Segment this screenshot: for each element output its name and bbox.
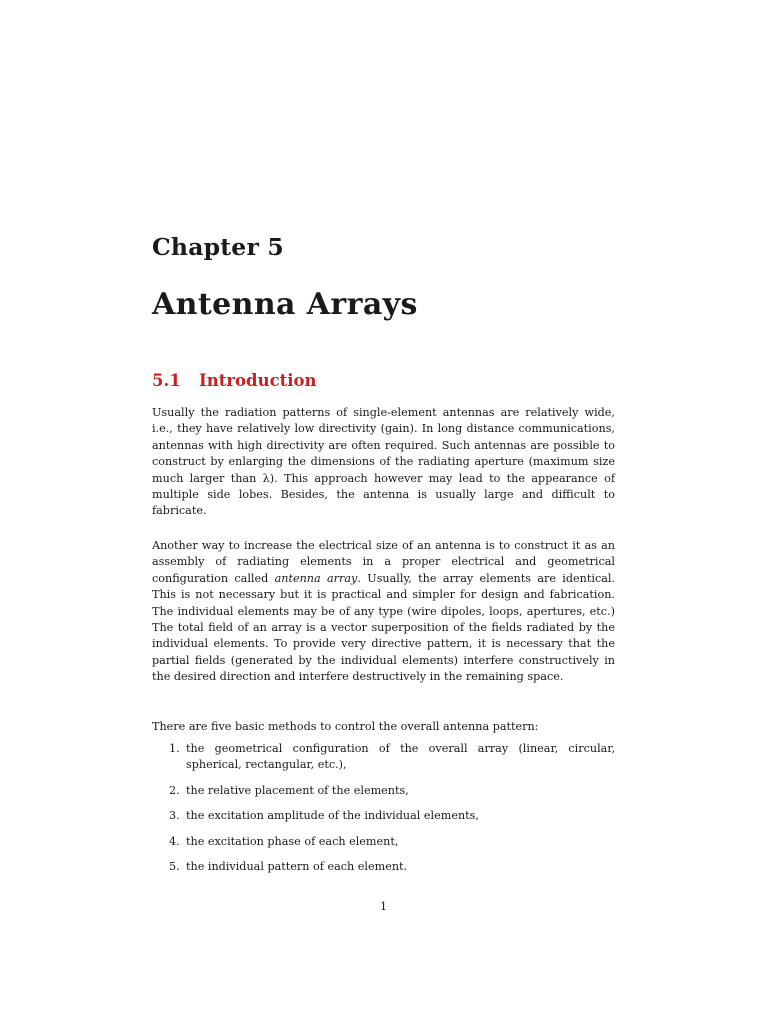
methods-list bbox=[152, 741, 615, 884]
list-marker: 5. bbox=[169, 860, 180, 874]
term-antenna-array: antenna array bbox=[274, 571, 358, 585]
page-number: 1 bbox=[379, 900, 388, 913]
list-item bbox=[152, 834, 615, 850]
section-heading bbox=[152, 371, 317, 390]
list-item bbox=[152, 741, 615, 774]
list-item-text: the geometrical configuration of the overall array (linear, circular, spherical, rectangular, etc.), bbox=[186, 742, 615, 772]
section-title: Introduction bbox=[199, 371, 317, 390]
paragraph-text-after: . Usually, the array elements are identical. This is not necessary but it is practical and simpler for design and fabrication. The individual elements may be of any type (wire dipoles, loops, apertures, etc.) The total field of an array is a vector superposition of the fields radiated by the individual elements. To provide very directive pattern, it is necessary that the partial fields (generated by the individual elements) interfere constructively in the desired direction and interfere destructively in the remaining space. bbox=[152, 571, 616, 684]
list-marker: 3. bbox=[169, 809, 180, 823]
list-item-text: the relative placement of the elements, bbox=[186, 783, 409, 797]
paragraph-text-before: Another way to increase the electrical size of an antenna is to construct it as an assembly of radiating elements in a proper electrical and geometrical configuration called bbox=[152, 539, 615, 585]
chapter-label: Chapter 5 bbox=[152, 233, 284, 261]
section-number: 5.1 bbox=[152, 371, 181, 390]
list-marker: 4. bbox=[169, 834, 180, 848]
list-item-text: the excitation amplitude of the individual elements, bbox=[186, 809, 479, 823]
paragraph-antenna-array bbox=[152, 538, 615, 686]
paragraph-intro: Usually the radiation patterns of single-element antennas are relatively wide, i.e., they have relatively low directivity (gain). In long distance communications, antennas with high directivity are often required. Such antennas are possible to construct by enlarging the dimensions of the radiating aperture (maximum size much larger than λ). This approach however may lead to the appearance of multiple side lobes. Besides, the antenna is usually large and difficult to fabricate. bbox=[152, 406, 615, 518]
list-marker: 2. bbox=[169, 783, 180, 797]
list-item bbox=[152, 808, 615, 824]
list-item-text: the excitation phase of each element, bbox=[186, 834, 399, 848]
document-page bbox=[152, 0, 615, 1024]
list-item bbox=[152, 859, 615, 875]
list-item-text: the individual pattern of each element. bbox=[186, 860, 408, 874]
chapter-title: Antenna Arrays bbox=[152, 287, 418, 322]
list-item bbox=[152, 783, 615, 799]
list-marker: 1. bbox=[169, 742, 180, 755]
paragraph-methods-intro: There are five basic methods to control the overall antenna pattern: bbox=[152, 720, 539, 733]
